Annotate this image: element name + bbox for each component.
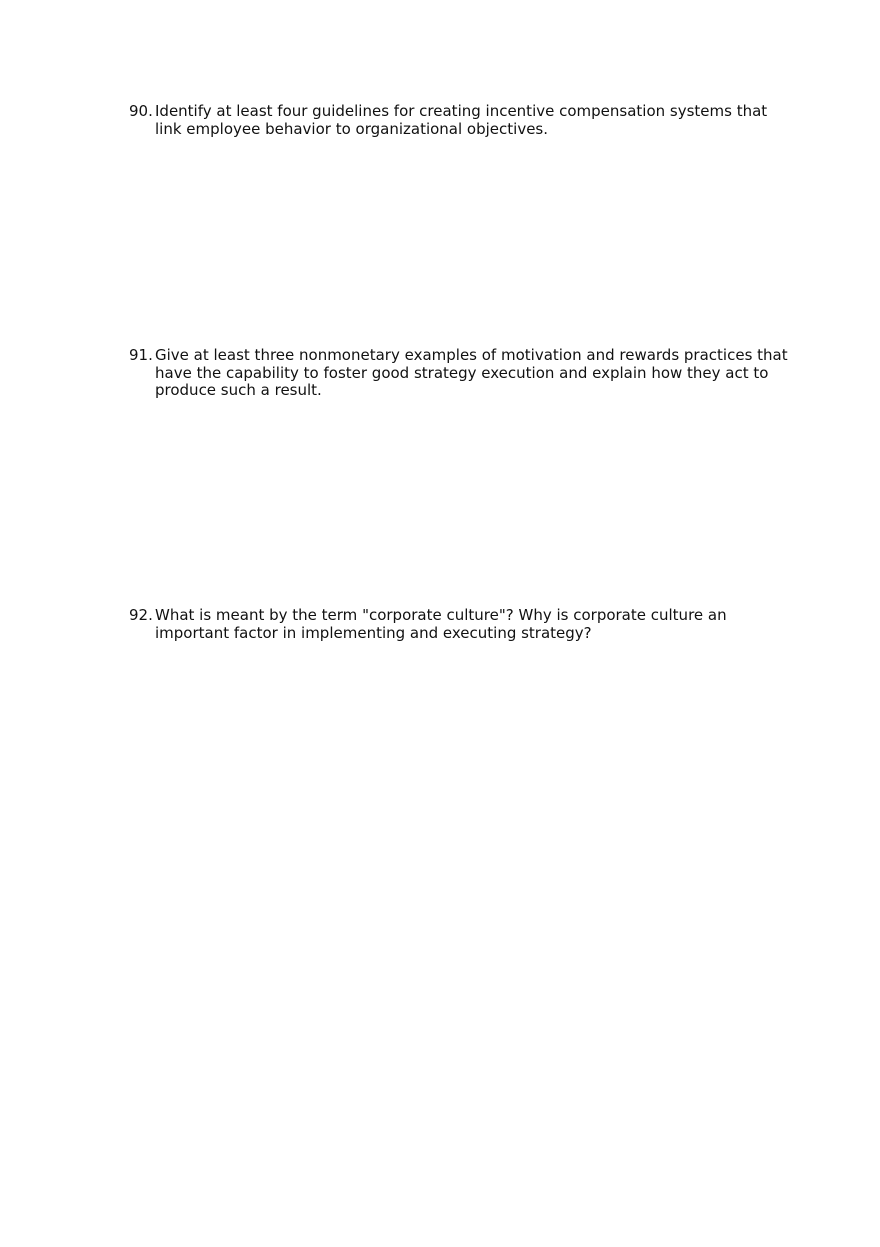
question-text: Give at least three nonmonetary examples of motivation and rewards practices that have the capability to foster good strategy execution and explain how they act to produce such a result. [155, 346, 788, 399]
question-number: 92. [129, 606, 153, 624]
question-90 [129, 103, 789, 138]
question-text: Identify at least four guidelines for creating incentive compensation systems that link employee behavior to organizational objectives. [155, 102, 768, 138]
question-text: What is meant by the term "corporate culture"? Why is corporate culture an important factor in implementing and executing strategy? [155, 606, 727, 642]
question-91 [129, 347, 789, 400]
question-number: 90. [129, 102, 153, 120]
question-92 [129, 607, 789, 642]
question-number: 91. [129, 346, 153, 364]
